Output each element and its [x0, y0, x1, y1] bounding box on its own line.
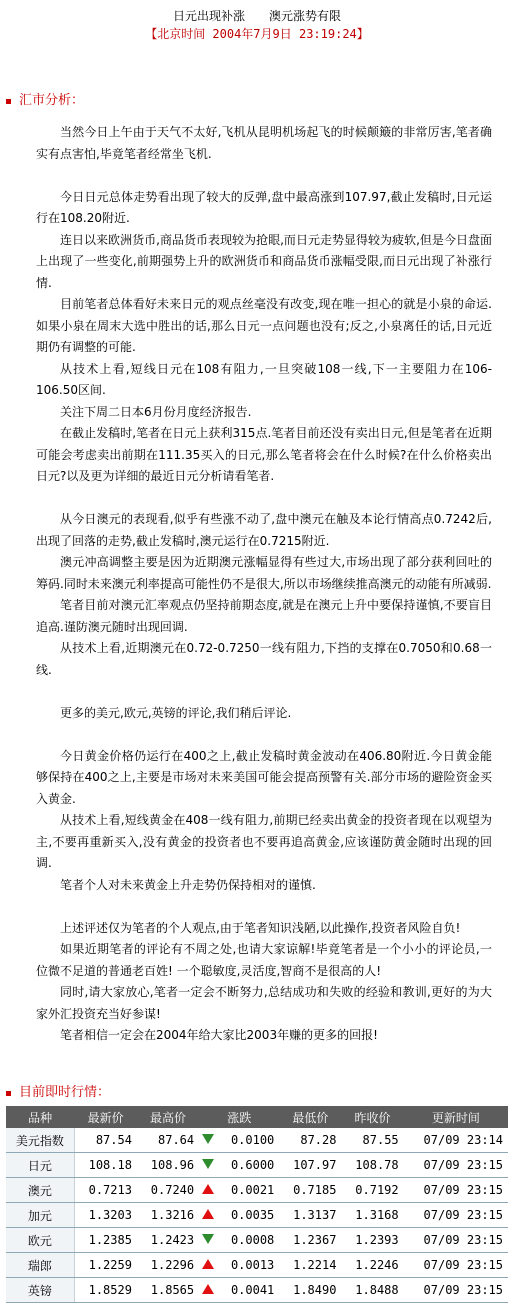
paragraph: 连日以来欧洲货币,商品货币表现较为抢眼,而日元走势显得较为疲软,但是今日盘面上出现了一些变化,前期强势上升的欧洲货币和商品货币涨幅受限,而日元出现了补涨行情.	[36, 232, 492, 290]
analysis-heading	[6, 92, 514, 110]
article-title: 日元出现补涨 澳元涨势有限	[172, 9, 341, 23]
low-price: 1.2214	[279, 1253, 341, 1278]
currency-name: 日元	[6, 1153, 74, 1178]
market-table-header	[6, 1106, 508, 1128]
last-price: 1.2385	[74, 1228, 137, 1253]
change-value: 0.0013	[217, 1253, 279, 1278]
paragraph: 从今日澳元的表现看,似乎有些涨不动了,盘中澳元在触及本论行情高点0.7242后,出现了回落的走势,截止发稿时,澳元运行在0.7215附近.	[36, 512, 492, 548]
market-table	[6, 1106, 508, 1303]
paragraph-gap	[36, 896, 492, 918]
high-price: 1.2296	[137, 1253, 199, 1278]
paragraph: 今日黄金价格仍运行在400之上,截止发稿时黄金波动在406.80附近.今日黄金能够保持在400之上,主要是市场对未来美国可能会提高预警有关.部分市场的避险资金买入黄金.	[36, 748, 492, 806]
change-indicator	[199, 1278, 217, 1303]
update-time: 07/09 23:15	[404, 1278, 508, 1303]
last-price: 0.7213	[74, 1178, 137, 1203]
high-price: 108.96	[137, 1153, 199, 1178]
paragraph: 笔者相信一定会在2004年给大家比2003年赚的更多的回报!	[60, 1028, 378, 1042]
column-header: 品种	[6, 1106, 74, 1128]
analysis-heading-label: 汇市分析：	[19, 93, 85, 108]
high-price: 1.2423	[137, 1228, 199, 1253]
update-time: 07/09 23:15	[404, 1178, 508, 1203]
prev-close: 1.2246	[341, 1253, 403, 1278]
last-price: 1.2259	[74, 1253, 137, 1278]
currency-name: 英镑	[6, 1278, 74, 1303]
last-price: 1.8529	[74, 1278, 137, 1303]
paragraph: 上述评述仅为笔者的个人观点,由于笔者知识浅陋,以此操作,投资者风险自负!	[60, 920, 461, 935]
prev-close: 1.3168	[341, 1203, 403, 1228]
paragraph: 澳元冲高调整主要是因为近期澳元涨幅显得有些过大,市场出现了部分获利回吐的筹码.同时未来澳元利率提高可能性仍不是很大,所以市场继续推高澳元的动能有所减弱.	[36, 555, 492, 591]
low-price: 1.2367	[279, 1228, 341, 1253]
last-price: 87.54	[74, 1128, 137, 1153]
publish-time: 【北京时间 2004年7月9日 23:19:24】	[145, 27, 369, 41]
high-price: 0.7240	[137, 1178, 199, 1203]
currency-name: 美元指数	[6, 1128, 74, 1153]
market-heading	[6, 1084, 110, 1102]
table-row	[6, 1253, 508, 1278]
low-price: 1.8490	[279, 1278, 341, 1303]
table-row	[6, 1153, 508, 1178]
paragraph: 如果近期笔者的评论有不周之处,也请大家谅解!毕竟笔者是一个小小的评论员,一位微不足道的普通老百姓! 一个聪敏度,灵活度,智商不是很高的人!	[36, 942, 492, 978]
arrow-down-icon	[202, 1134, 214, 1144]
update-time: 07/09 23:15	[404, 1253, 508, 1278]
paragraph: 从技术上看,短线日元在108有阻力,一旦突破108一线,下一主要阻力在106-106.50区间.	[36, 361, 492, 397]
low-price: 87.28	[279, 1128, 341, 1153]
table-row	[6, 1178, 508, 1203]
column-header: 昨收价	[341, 1106, 403, 1128]
paragraph: 从技术上看,短线黄金在408一线有阻力,前期已经卖出黄金的投资者现在以观望为主,不要再重新买入,没有黄金的投资者也不要再追高黄金,应该谨防黄金随时出现的回调.	[36, 813, 492, 870]
prev-close: 1.8488	[341, 1278, 403, 1303]
bullet-icon	[6, 99, 11, 104]
paragraph: 笔者个人对未来黄金上升走势仍保持相对的谨慎.	[60, 877, 316, 892]
table-row	[6, 1128, 508, 1153]
change-indicator	[199, 1178, 217, 1203]
low-price: 1.3137	[279, 1203, 341, 1228]
bullet-icon	[6, 1091, 11, 1096]
low-price: 107.97	[279, 1153, 341, 1178]
paragraph: 当然今日上午由于天气不太好,飞机从昆明机场起飞的时候颠簸的非常厉害,笔者确实有点害怕,毕竟笔者经常坐飞机.	[36, 125, 492, 161]
high-price: 1.8565	[137, 1278, 199, 1303]
paragraph: 笔者目前对澳元汇率观点仍坚持前期态度,就是在澳元上升中要保持谨慎,不要盲目追高.谨防澳元随时出现回调.	[36, 598, 492, 634]
table-row	[6, 1228, 508, 1253]
prev-close: 108.78	[341, 1153, 403, 1178]
high-price: 87.64	[137, 1128, 199, 1153]
analysis-body	[0, 122, 514, 1047]
market-heading-label: 目前即时行情：	[19, 1085, 111, 1100]
paragraph-gap	[36, 165, 492, 187]
currency-name: 瑞郎	[6, 1253, 74, 1278]
paragraph-gap	[36, 724, 492, 746]
prev-close: 0.7192	[341, 1178, 403, 1203]
arrow-up-icon	[202, 1259, 214, 1269]
paragraph: 目前笔者总体看好未来日元的观点丝毫没有改变,现在唯一担心的就是小泉的命运.如果小泉在周末大选中胜出的话,那么日元一点问题也没有;反之,小泉离任的话,日元近期仍有调整的可能.	[36, 297, 492, 354]
paragraph: 从技术上看,近期澳元在0.72-0.7250一线有阻力,下挡的支撑在0.7050和0.68一线.	[36, 641, 492, 677]
low-price: 0.7185	[279, 1178, 341, 1203]
update-time: 07/09 23:15	[404, 1153, 508, 1178]
change-value: 0.0008	[217, 1228, 279, 1253]
high-price: 1.3216	[137, 1203, 199, 1228]
paragraph-gap	[36, 681, 492, 703]
update-time: 07/09 23:15	[404, 1203, 508, 1228]
change-indicator	[199, 1253, 217, 1278]
arrow-down-icon	[202, 1234, 214, 1244]
currency-name: 加元	[6, 1203, 74, 1228]
change-indicator	[199, 1228, 217, 1253]
prev-close: 1.2393	[341, 1228, 403, 1253]
last-price: 1.3203	[74, 1203, 137, 1228]
change-value: 0.6000	[217, 1153, 279, 1178]
last-price: 108.18	[74, 1153, 137, 1178]
prev-close: 87.55	[341, 1128, 403, 1153]
arrow-down-icon	[202, 1159, 214, 1169]
paragraph-gap	[36, 488, 492, 510]
table-row	[6, 1278, 508, 1303]
column-header: 更新时间	[404, 1106, 508, 1128]
change-indicator	[199, 1153, 217, 1178]
arrow-up-icon	[202, 1184, 214, 1194]
paragraph: 同时,请大家放心,笔者一定会不断努力,总结成功和失败的经验和教训,更好的为大家外汇投资充当好参谋!	[36, 985, 492, 1021]
arrow-up-icon	[202, 1284, 214, 1294]
paragraph: 今日日元总体走势看出现了较大的反弹,盘中最高涨到107.97,截止发稿时,日元运行在108.20附近.	[36, 189, 492, 225]
change-value: 0.0100	[217, 1128, 279, 1153]
update-time: 07/09 23:14	[404, 1128, 508, 1153]
arrow-up-icon	[202, 1209, 214, 1219]
table-row	[6, 1203, 508, 1228]
change-value: 0.0021	[217, 1178, 279, 1203]
column-header: 涨跌	[199, 1106, 279, 1128]
paragraph: 关注下周二日本6月份月度经济报告.	[60, 404, 252, 419]
change-indicator	[199, 1128, 217, 1153]
change-value: 0.0035	[217, 1203, 279, 1228]
change-indicator	[199, 1203, 217, 1228]
change-value: 0.0041	[217, 1278, 279, 1303]
column-header: 最高价	[137, 1106, 199, 1128]
paragraph: 更多的美元,欧元,英镑的评论,我们稍后评论.	[60, 705, 292, 720]
currency-name: 欧元	[6, 1228, 74, 1253]
update-time: 07/09 23:15	[404, 1228, 508, 1253]
paragraph: 在截止发稿时,笔者在日元上获利315点.笔者目前还没有卖出日元,但是笔者在近期可能会考虑卖出前期在111.35买入的日元,那么笔者将会在什么时候?在什么价格卖出日元?以及更为详细的最近日元分析请看笔者.	[36, 426, 492, 483]
column-header: 最低价	[279, 1106, 341, 1128]
column-header: 最新价	[74, 1106, 137, 1128]
currency-name: 澳元	[6, 1178, 74, 1203]
